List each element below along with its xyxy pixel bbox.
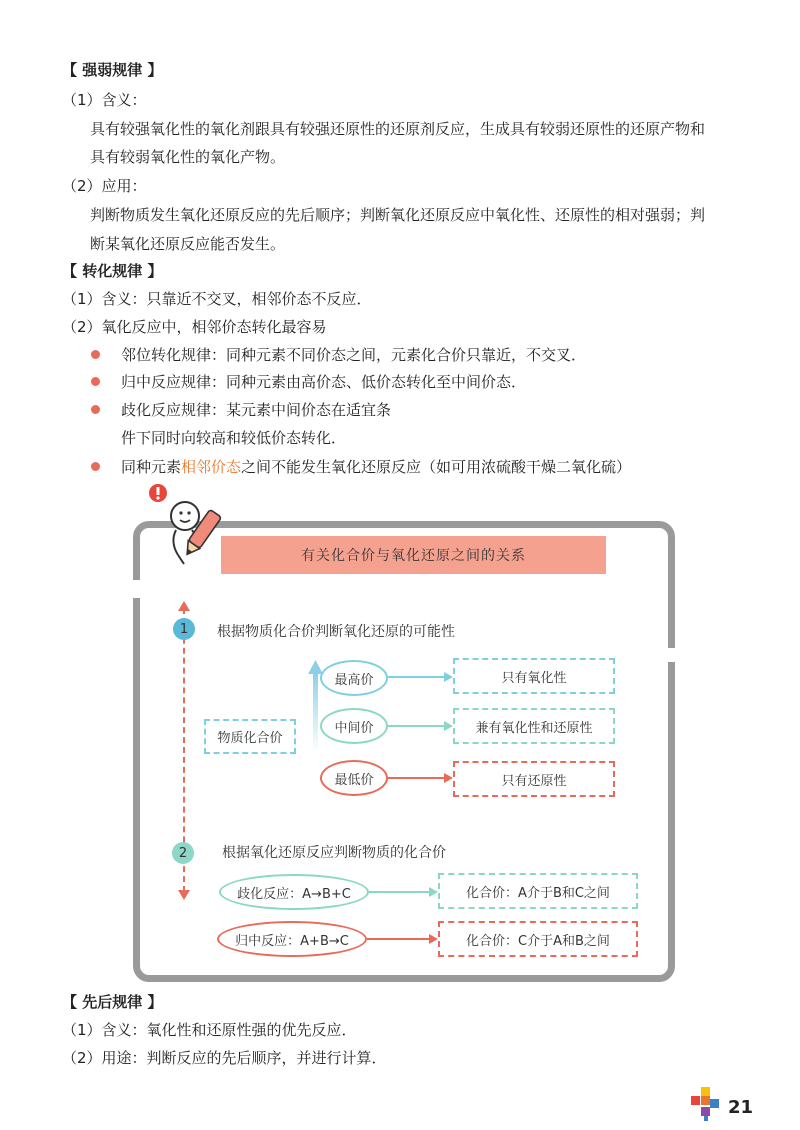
oval-disproportionation: 歧化反应：A→B+C — [219, 874, 369, 910]
bullet-dot — [91, 377, 100, 386]
sec1-item2-label: （2）应用： — [62, 177, 147, 195]
sec1-item1-label: （1）含义： — [62, 91, 147, 109]
result-only-reducing: 只有还原性 — [453, 761, 615, 797]
arrow-line — [367, 938, 429, 940]
section-heading-order: 【 先后规律 】 — [62, 993, 163, 1011]
frame-gap — [666, 648, 678, 662]
publisher-logo-icon — [691, 1087, 721, 1121]
mascot-pencil-illustration — [140, 480, 230, 570]
bullet4-highlight: 相邻价态 — [181, 458, 242, 476]
sec3-item1: （1）含义：氧化性和还原性强的优先反应． — [62, 1021, 357, 1039]
arrow-head — [444, 672, 453, 682]
arrow-line — [388, 676, 444, 678]
bullet-dot — [91, 405, 100, 414]
bullet4-post: 之间不能发生氧化还原反应（如可用浓硫酸干燥二氧化硫） — [241, 458, 632, 476]
sec1-item1-text-b: 具有较弱氧化性的氧化产物。 — [90, 148, 286, 166]
step-number-badge: 1 — [173, 618, 195, 640]
sec2-item2: （2）氧化反应中，相邻价态转化最容易 — [62, 318, 327, 336]
bullet-dot — [91, 350, 100, 359]
bullet-item: 归中反应规律：同种元素由高价态、低价态转化至中间价态． — [121, 373, 527, 391]
bullet-item: 邻位转化规律：同种元素不同价态之间，元素化合价只靠近，不交叉． — [121, 346, 587, 364]
step1-text: 根据物质化合价判断氧化还原的可能性 — [217, 624, 455, 640]
arrow-line — [388, 777, 444, 779]
section-heading-conversion: 【 转化规律 】 — [62, 262, 163, 280]
arrow-head — [444, 773, 453, 783]
step2-text: 根据氧化还原反应判断物质的化合价 — [222, 845, 446, 861]
sec2-item1: （1）含义：只靠近不交叉，相邻价态不反应． — [62, 290, 372, 308]
oval-middle-valence: 中间价 — [320, 708, 388, 744]
oval-lowest-valence: 最低价 — [320, 760, 388, 796]
bullet-item: 歧化反应规律：某元素中间价态在适宜条 — [121, 401, 392, 419]
arrow-line — [388, 725, 444, 727]
diagram-title-banner: 有关化合价与氧化还原之间的关系 — [221, 536, 606, 574]
frame-gap — [130, 580, 142, 598]
result-both: 兼有氧化性和还原性 — [453, 708, 615, 744]
oval-highest-valence: 最高价 — [320, 660, 388, 696]
sec1-item2-text-b: 断某氧化还原反应能否发生。 — [90, 235, 286, 253]
arrow-head — [429, 887, 438, 897]
timeline-top-arrow — [178, 601, 190, 611]
sec1-item1-text-a: 具有较强氧化性的氧化剂跟具有较强还原性的还原剂反应，生成具有较弱还原性的还原产物和 — [90, 120, 706, 138]
bullet-item-continued: 件下同时向较高和较低价态转化． — [121, 429, 347, 447]
result-only-oxidizing: 只有氧化性 — [453, 658, 615, 694]
source-box-valence: 物质化合价 — [204, 719, 296, 754]
bullet-dot — [91, 462, 100, 471]
arrow-head — [444, 721, 453, 731]
bullet-item-highlighted — [121, 456, 631, 477]
arrow-line — [369, 891, 429, 893]
sec1-item2-text-a: 判断物质发生氧化还原反应的先后顺序；判断氧化还原反应中氧化性、还原性的相对强弱；判 — [90, 206, 706, 224]
arrow-head — [429, 934, 438, 944]
result-reaction1: 化合价：A介于B和C之间 — [438, 873, 638, 909]
page-number: 21 — [728, 1097, 754, 1118]
sec3-item2: （2）用途：判断反应的先后顺序，并进行计算． — [62, 1049, 387, 1067]
step-number-badge: 2 — [172, 842, 194, 864]
result-reaction2: 化合价：C介于A和B之间 — [438, 921, 638, 957]
bullet4-pre: 同种元素 — [121, 458, 182, 476]
timeline-bottom-arrow — [178, 890, 190, 900]
oval-comproportionation: 归中反应：A+B→C — [217, 921, 367, 957]
section-heading-strength: 【 强弱规律 】 — [62, 61, 163, 79]
valence-up-arrow-shaft — [313, 672, 318, 752]
